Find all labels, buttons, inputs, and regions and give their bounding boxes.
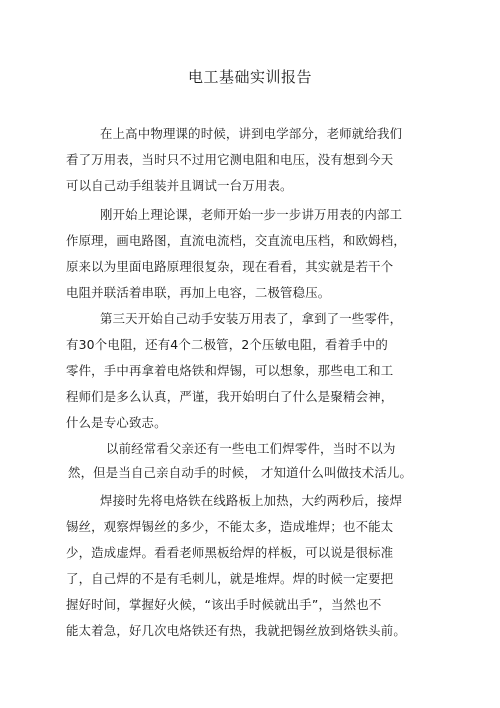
text-line: 看了万用表，当时只不过用它测电阻和电压，没有想到今天 [66,152,394,167]
text-line: 第三天开始自己动手安装万用表了，拿到了一些零件， [100,311,403,326]
text-line: 然，但是当自己亲自动手的时候， 才知道什么叫做技术活儿。 [68,465,413,480]
text-line: 电阻并联活着串联，再加上电容，二极管稳压。 [66,285,331,300]
text-line: 握好时间，掌握好火候，“该出手时候就出手”，当然也不 [66,597,382,612]
text-line: 零件，手中再拿着电烙铁和焊锡，可以想象，那些电工和工 [66,363,394,378]
text-line: 程师们是多么认真，严谨，我开始明白了什么是聚精会神， [66,389,394,404]
text-line: 能太着急，好几次电烙铁还有热，我就把锡丝放到烙铁头前。 [66,623,406,638]
text-line: 原来以为里面电路原理很复杂，现在看看，其实就是若干个 [66,259,394,274]
text-line: 锡丝，观察焊锡丝的多少，不能太多，造成堆焊；也不能太 [66,519,394,534]
text-line: 以前经常看父亲还有一些电工们焊零件，当时不以为 [106,441,396,456]
text-line: 焊接时先将电烙铁在线路板上加热，大约两秒后，接焊 [100,493,403,508]
text-line: 作原理，画电路图，直流电流档，交直流电压档，和欧姆档， [66,233,406,248]
text-line: 刚开始上理论课，老师开始一步一步讲万用表的内部工 [100,207,403,222]
text-line: 可以自己动手组装并且调试一台万用表。 [66,178,293,193]
text-line: 有30个电阻，还有4个二极管，2个压敏电阻，看着手中的 [66,337,388,352]
text-line: 什么是专心致志。 [66,415,167,430]
document-title: 电工基础实训报告 [187,68,312,86]
text-line: 少，造成虚焊。看看老师黑板给焊的样板，可以说是很标准 [66,545,394,560]
text-line: 在上高中物理课的时候，讲到电学部分，老师就给我们 [100,126,403,141]
text-line: 了，自己焊的不是有毛刺儿，就是堆焊。焊的时候一定要把 [66,571,394,586]
